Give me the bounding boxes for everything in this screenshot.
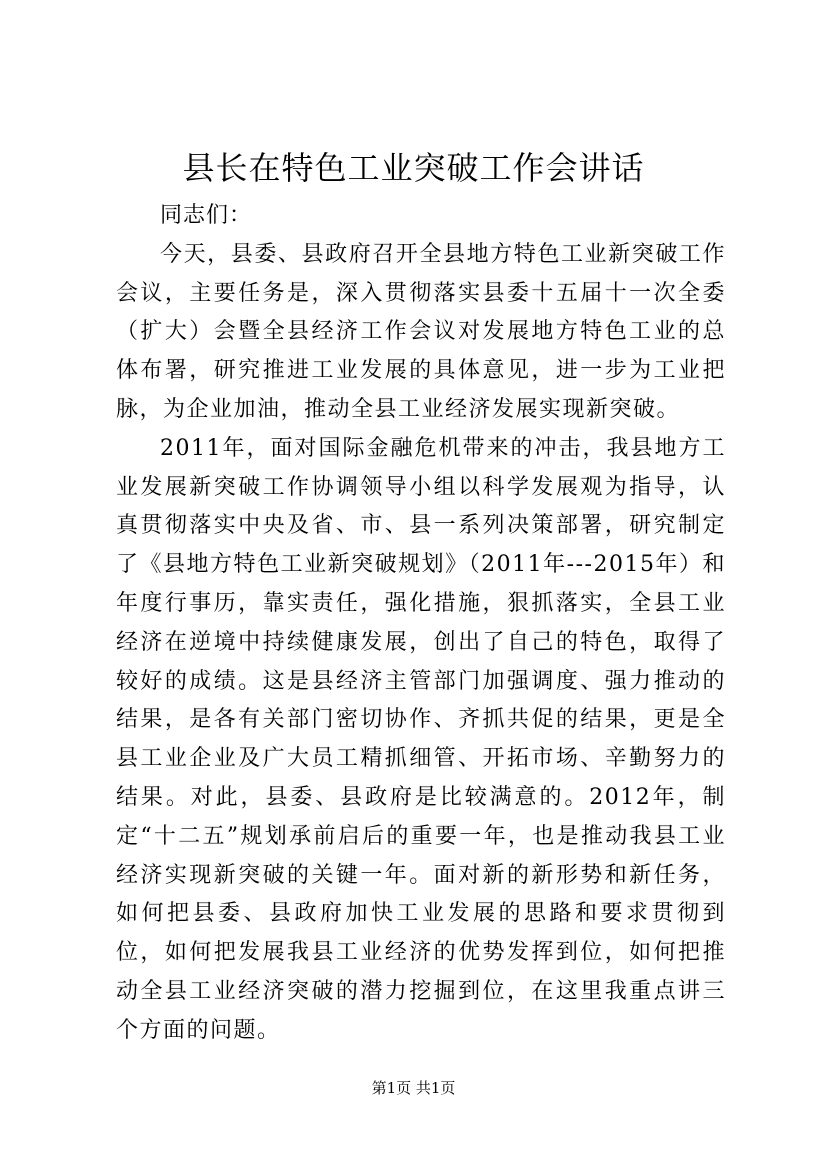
paragraph: 2011年，面对国际金融危机带来的冲击，我县地方工业发展新突破工作协调领导小组以科学发展观为指导，认真贯彻落实中央及省、市、县一系列决策部署，研究制定了《县地方特色工业新突破规划》（2011年---2015年）和年度行事历，靠实责任，强化措施，狠抓落实，全县工业经济在逆境中持续健康发展，创出了自己的特色，取得了较好的成绩。这是县经济主管部门加强调度、强力推动的结果，是各有关部门密切协作、齐抓共促的结果，更是全县工业企业及广大员工精抓细管、开拓市场、辛勤努力的结果。对此，县委、县政府是比较满意的。2012年，制定“十二五”规划承前启后的重要一年，也是推动我县工业经济实现新突破的关键一年。面对新的新形势和新任务，如何把县委、县政府加快工业发展的思路和要求贯彻到位，如何把发展我县工业经济的优势发挥到位，如何把推动全县工业经济突破的潜力挖掘到位，在这里我重点讲三个方面的问题。 bbox=[116, 435, 726, 1043]
document-body bbox=[116, 197, 726, 1051]
page-footer: 第1页 共1页 bbox=[371, 1079, 456, 1097]
paragraph: 今天，县委、县政府召开全县地方特色工业新突破工作会议，主要任务是，深入贯彻落实县委十五届十一次全委（扩大）会暨全县经济工作会议对发展地方特色工业的总体布署，研究推进工业发展的具体意见，进一步为工业把脉，为企业加油，推动全县工业经济发展实现新突破。 bbox=[116, 241, 726, 422]
document-title: 县长在特色工业突破工作会讲话 bbox=[182, 149, 645, 187]
greeting: 同志们： bbox=[160, 203, 253, 228]
